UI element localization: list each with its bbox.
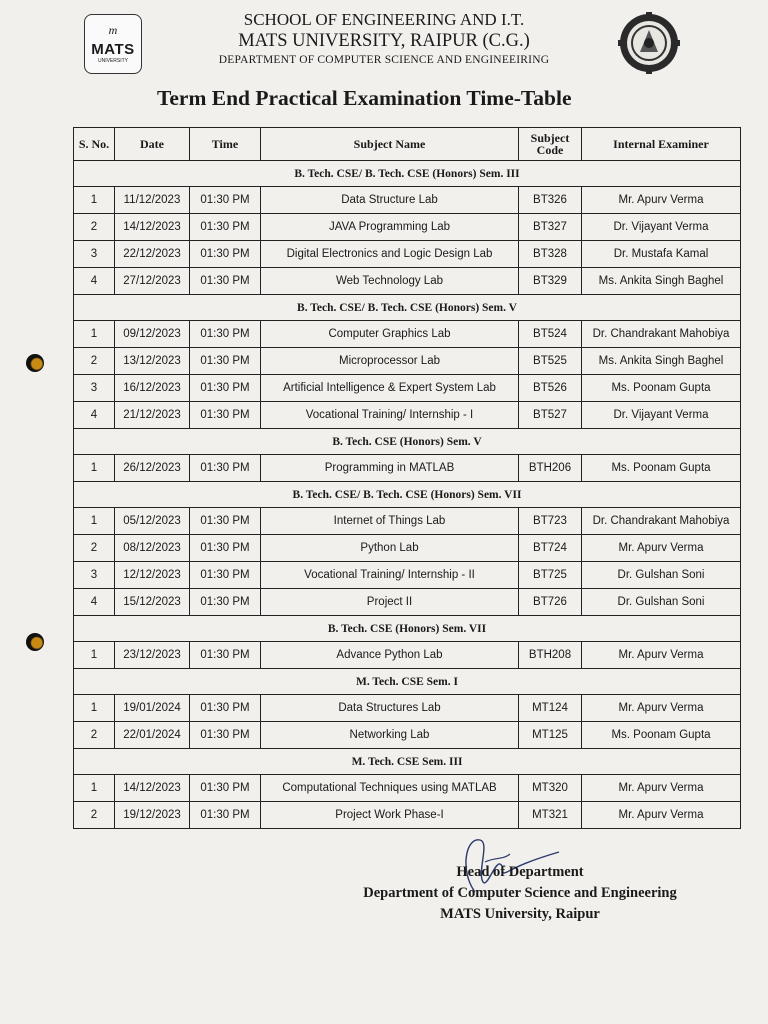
sno-cell: 4 [74, 268, 115, 295]
sno-cell: 3 [74, 375, 115, 402]
subject-cell: Digital Electronics and Logic Design Lab [261, 241, 519, 268]
examiner-cell: Dr. Gulshan Soni [582, 589, 741, 616]
examiner-cell: Ms. Poonam Gupta [582, 722, 741, 749]
signature-university: MATS University, Raipur [440, 906, 600, 922]
examiner-cell: Ms. Ankita Singh Baghel [582, 348, 741, 375]
code-cell: MT124 [519, 695, 582, 722]
table-row [74, 268, 741, 295]
table-row [74, 214, 741, 241]
section-row [74, 669, 741, 695]
examiner-cell: Mr. Apurv Verma [582, 802, 741, 829]
time-cell: 01:30 PM [190, 722, 261, 749]
date-cell: 21/12/2023 [115, 402, 190, 429]
table-row [74, 455, 741, 482]
code-cell: BT725 [519, 562, 582, 589]
section-heading: B. Tech. CSE/ B. Tech. CSE (Honors) Sem. III [74, 161, 741, 187]
date-cell: 19/01/2024 [115, 695, 190, 722]
table-row [74, 187, 741, 214]
time-cell: 01:30 PM [190, 508, 261, 535]
table-row [74, 775, 741, 802]
sno-cell: 1 [74, 642, 115, 669]
date-cell: 13/12/2023 [115, 348, 190, 375]
date-cell: 16/12/2023 [115, 375, 190, 402]
code-cell: MT320 [519, 775, 582, 802]
code-cell: BT726 [519, 589, 582, 616]
signature-block [300, 862, 740, 925]
subject-cell: Python Lab [261, 535, 519, 562]
col-header-examiner: Internal Examiner [582, 128, 741, 161]
code-cell: BTH208 [519, 642, 582, 669]
examiner-cell: Ms. Poonam Gupta [582, 375, 741, 402]
code-cell: BT328 [519, 241, 582, 268]
punch-hole [26, 633, 44, 651]
section-row [74, 749, 741, 775]
code-cell: BT327 [519, 214, 582, 241]
code-cell: BT526 [519, 375, 582, 402]
logo-subtext: UNIVERSITY [97, 57, 128, 64]
time-cell: 01:30 PM [190, 642, 261, 669]
time-cell: 01:30 PM [190, 455, 261, 482]
subject-cell: Internet of Things Lab [261, 508, 519, 535]
code-cell: BT524 [519, 321, 582, 348]
subject-cell: Advance Python Lab [261, 642, 519, 669]
date-cell: 23/12/2023 [115, 642, 190, 669]
col-header-sno: S. No. [74, 128, 115, 161]
examiner-cell: Mr. Apurv Verma [582, 695, 741, 722]
mats-logo: m MATS UNIVERSITY [84, 14, 142, 74]
date-cell: 15/12/2023 [115, 589, 190, 616]
code-cell: BT527 [519, 402, 582, 429]
date-cell: 11/12/2023 [115, 187, 190, 214]
date-cell: 14/12/2023 [115, 214, 190, 241]
examiner-cell: Mr. Apurv Verma [582, 642, 741, 669]
time-cell: 01:30 PM [190, 562, 261, 589]
col-header-date: Date [115, 128, 190, 161]
sno-cell: 2 [74, 535, 115, 562]
examiner-cell: Dr. Mustafa Kamal [582, 241, 741, 268]
subject-cell: Web Technology Lab [261, 268, 519, 295]
subject-cell: Vocational Training/ Internship - I [261, 402, 519, 429]
subject-cell: Artificial Intelligence & Expert System Lab [261, 375, 519, 402]
date-cell: 19/12/2023 [115, 802, 190, 829]
time-cell: 01:30 PM [190, 375, 261, 402]
table-header-row [74, 128, 741, 161]
school-name: SCHOOL OF ENGINEERING AND I.T. [243, 10, 525, 29]
sno-cell: 1 [74, 695, 115, 722]
section-heading: B. Tech. CSE/ B. Tech. CSE (Honors) Sem. V [74, 295, 741, 321]
date-cell: 05/12/2023 [115, 508, 190, 535]
page-title: Term End Practical Examination Time-Table [157, 86, 572, 110]
signature-title: Head of Department [456, 864, 584, 880]
logo-text: MATS [91, 40, 135, 58]
examiner-cell: Dr. Vijayant Verma [582, 214, 741, 241]
code-cell: BTH206 [519, 455, 582, 482]
section-row [74, 616, 741, 642]
examiner-cell: Ms. Poonam Gupta [582, 455, 741, 482]
table-row [74, 695, 741, 722]
time-cell: 01:30 PM [190, 695, 261, 722]
subject-cell: Project II [261, 589, 519, 616]
sno-cell: 2 [74, 722, 115, 749]
time-cell: 01:30 PM [190, 321, 261, 348]
table-row [74, 642, 741, 669]
code-cell: BT326 [519, 187, 582, 214]
table-row [74, 562, 741, 589]
section-heading: B. Tech. CSE (Honors) Sem. VII [74, 616, 741, 642]
timetable-body [74, 161, 741, 829]
time-cell: 01:30 PM [190, 802, 261, 829]
code-cell: BT724 [519, 535, 582, 562]
table-row [74, 535, 741, 562]
punch-hole [26, 354, 44, 372]
signature-department: Department of Computer Science and Engineering [363, 885, 677, 901]
date-cell: 26/12/2023 [115, 455, 190, 482]
sno-cell: 2 [74, 348, 115, 375]
section-row [74, 429, 741, 455]
table-row [74, 802, 741, 829]
time-cell: 01:30 PM [190, 775, 261, 802]
subject-cell: Data Structures Lab [261, 695, 519, 722]
subject-cell: Computational Techniques using MATLAB [261, 775, 519, 802]
examiner-cell: Mr. Apurv Verma [582, 535, 741, 562]
date-cell: 12/12/2023 [115, 562, 190, 589]
table-row [74, 321, 741, 348]
time-cell: 01:30 PM [190, 589, 261, 616]
time-cell: 01:30 PM [190, 214, 261, 241]
section-heading: B. Tech. CSE (Honors) Sem. V [74, 429, 741, 455]
date-cell: 14/12/2023 [115, 775, 190, 802]
date-cell: 08/12/2023 [115, 535, 190, 562]
subject-cell: Programming in MATLAB [261, 455, 519, 482]
sno-cell: 3 [74, 241, 115, 268]
subject-cell: Data Structure Lab [261, 187, 519, 214]
code-cell: BT723 [519, 508, 582, 535]
time-cell: 01:30 PM [190, 187, 261, 214]
date-cell: 27/12/2023 [115, 268, 190, 295]
time-cell: 01:30 PM [190, 535, 261, 562]
section-row [74, 482, 741, 508]
subject-cell: JAVA Programming Lab [261, 214, 519, 241]
sno-cell: 1 [74, 187, 115, 214]
time-cell: 01:30 PM [190, 241, 261, 268]
time-cell: 01:30 PM [190, 348, 261, 375]
table-row [74, 241, 741, 268]
section-row [74, 161, 741, 187]
department-name: DEPARTMENT OF COMPUTER SCIENCE AND ENGINEEIRING [218, 54, 550, 66]
section-heading: M. Tech. CSE Sem. III [74, 749, 741, 775]
table-row [74, 348, 741, 375]
date-cell: 09/12/2023 [115, 321, 190, 348]
code-cell: MT321 [519, 802, 582, 829]
code-cell: MT125 [519, 722, 582, 749]
table-row [74, 589, 741, 616]
subject-cell: Networking Lab [261, 722, 519, 749]
university-name: MATS UNIVERSITY, RAIPUR (C.G.) [238, 31, 530, 51]
time-cell: 01:30 PM [190, 268, 261, 295]
section-heading: B. Tech. CSE/ B. Tech. CSE (Honors) Sem. VII [74, 482, 741, 508]
subject-cell: Vocational Training/ Internship - II [261, 562, 519, 589]
table-row [74, 508, 741, 535]
examiner-cell: Ms. Ankita Singh Baghel [582, 268, 741, 295]
timetable [73, 127, 741, 829]
examiner-cell: Dr. Vijayant Verma [582, 402, 741, 429]
section-heading: M. Tech. CSE Sem. I [74, 669, 741, 695]
examiner-cell: Mr. Apurv Verma [582, 187, 741, 214]
subject-cell: Computer Graphics Lab [261, 321, 519, 348]
date-cell: 22/01/2024 [115, 722, 190, 749]
sno-cell: 3 [74, 562, 115, 589]
date-cell: 22/12/2023 [115, 241, 190, 268]
sno-cell: 4 [74, 402, 115, 429]
subject-cell: Microprocessor Lab [261, 348, 519, 375]
code-cell: BT329 [519, 268, 582, 295]
sno-cell: 1 [74, 508, 115, 535]
subject-cell: Project Work Phase-I [261, 802, 519, 829]
section-row [74, 295, 741, 321]
sno-cell: 2 [74, 214, 115, 241]
col-header-code: Subject Code [519, 128, 582, 161]
code-cell: BT525 [519, 348, 582, 375]
sno-cell: 1 [74, 455, 115, 482]
sno-cell: 1 [74, 775, 115, 802]
table-row [74, 722, 741, 749]
time-cell: 01:30 PM [190, 402, 261, 429]
table-row [74, 375, 741, 402]
col-header-time: Time [190, 128, 261, 161]
examiner-cell: Dr. Chandrakant Mahobiya [582, 321, 741, 348]
examiner-cell: Dr. Chandrakant Mahobiya [582, 508, 741, 535]
sno-cell: 4 [74, 589, 115, 616]
table-row [74, 402, 741, 429]
sno-cell: 2 [74, 802, 115, 829]
sno-cell: 1 [74, 321, 115, 348]
examiner-cell: Mr. Apurv Verma [582, 775, 741, 802]
examiner-cell: Dr. Gulshan Soni [582, 562, 741, 589]
col-header-subject: Subject Name [261, 128, 519, 161]
